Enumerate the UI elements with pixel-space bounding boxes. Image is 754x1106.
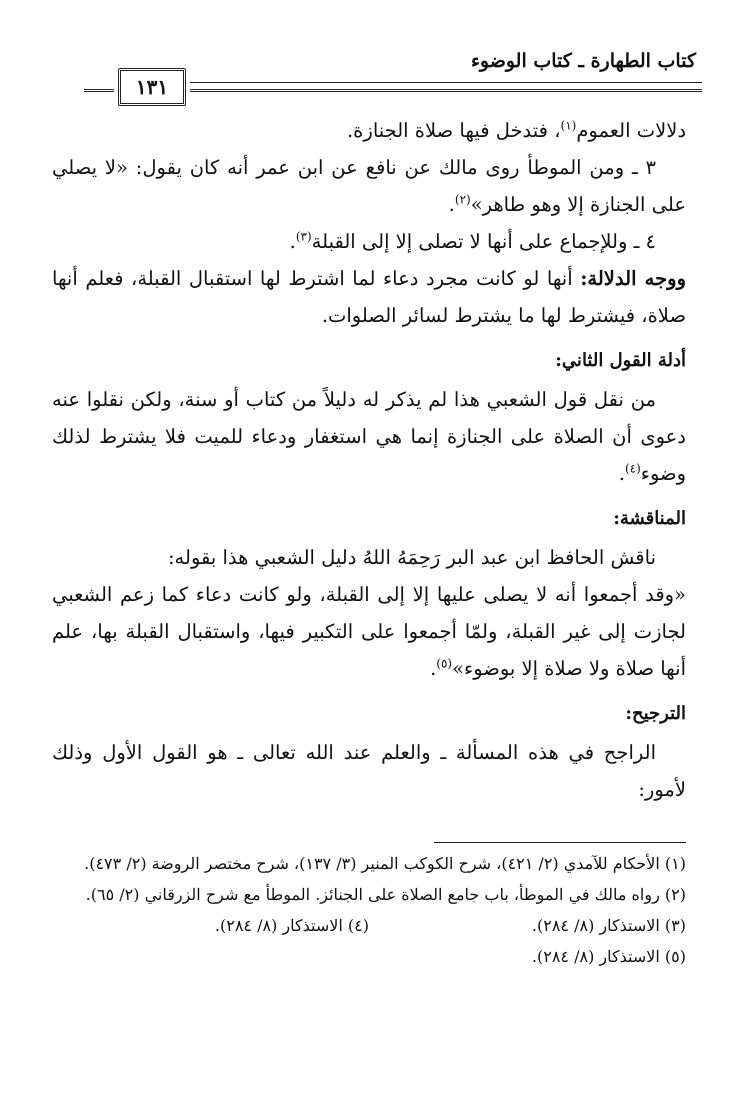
footnote-1: (١) الأحكام للآمدي (٢/ ٤٢١)، شرح الكوكب المنير (٣/ ١٣٧)، شرح مختصر الروضة (٢/ ٤٧٣). [84,854,686,873]
paragraph-second-opinion [52,381,686,492]
text-run: أنها لو كانت مجرد دعاء لما اشترط لها استقبال القبلة، فعلم أنها صلاة، فيشترط لها ما يشترط لسائر الصلوات. [52,267,686,327]
footnote-ref: (٤) [624,461,641,476]
text-run: ٤ ـ وللإجماع على أنها لا تصلى إلا إلى القبلة [311,230,656,253]
paragraph-discussion-quote [52,576,686,687]
header-rule-thin [190,82,702,83]
main-text [52,112,686,808]
footnote-ref: (٥) [436,656,453,671]
term-label: ووجه الدلالة: [580,267,686,290]
section-heading-discussion: المناقشة: [613,508,686,529]
text-run: . [430,657,437,680]
text-run: دلالات العموم [576,119,686,142]
text-run: . [289,230,296,253]
header-rule-double [190,89,702,92]
text-run: ، فتدخل فيها صلاة الجنازة. [346,119,561,142]
footnote-3: (٣) الاستذكار (٨/ ٢٨٤). [531,916,686,935]
text-run: «وقد أجمعوا أنه لا يصلى عليها إلا إلى القبلة، ولو كانت دعاء كما زعم الشعبي لجازت إلى غير القبلة، ولمّا أجمعوا على التكبير فيها، واستقبال القبلة بها، علم أنها صلاة ولا صلاة إلا بوضوء» [52,583,686,680]
text-run: من نقل قول الشعبي هذا لم يذكر له دليلاً من كتاب أو سنة، ولكن نقلوا عنه دعوى أن الصلاة على الجنازة إنما هي استغفار ودعاء للميت فلا يشترط لذلك وضوء [52,388,686,485]
paragraph-continuation [52,112,686,149]
text-run: . [448,193,455,216]
footnote-2: (٢) رواه مالك في الموطأ، باب جامع الصلاة على الجنائز. الموطأ مع شرح الزرقاني (٢/ ٦٥). [85,885,686,904]
footnote-4: (٤) الاستذكار (٨/ ٢٨٤). [214,916,369,935]
text-run: ٣ ـ ومن الموطأ روى مالك عن نافع عن ابن عمر أنه كان يقول: «لا يصلي على الجنازة إلا وهو طاهر» [52,156,686,216]
running-header-title: كتاب الطهارة ـ كتاب الوضوء [470,50,696,72]
paragraph-point-3 [52,149,686,223]
paragraph-point-4 [52,223,686,260]
footnotes [52,850,686,974]
footnote-5: (٥) الاستذكار (٨/ ٢٨٤). [531,947,686,966]
text-run: . [618,462,625,485]
footnote-ref: (٢) [454,192,471,207]
paragraph-discussion-intro: ناقش الحافظ ابن عبد البر رَحِمَهُ اللهُ دليل الشعبي هذا بقوله: [167,546,656,569]
footnote-ref: (٣) [295,229,312,244]
section-heading-second-opinion: أدلة القول الثاني: [555,350,686,371]
page-number-box [118,68,186,106]
section-heading-tarjih: الترجيح: [625,703,686,724]
footnote-separator [434,842,686,843]
paragraph-wajh-dalala [52,260,686,334]
footnote-ref: (١) [560,118,577,133]
header-rule-left-stub [84,89,114,92]
paragraph-tarjih: الراجح في هذه المسألة ـ والعلم عند الله تعالى ـ هو القول الأول وذلك لأمور: [52,741,686,801]
footnote-row-3-4 [52,912,686,943]
page-number: ١٣١ [135,75,169,99]
